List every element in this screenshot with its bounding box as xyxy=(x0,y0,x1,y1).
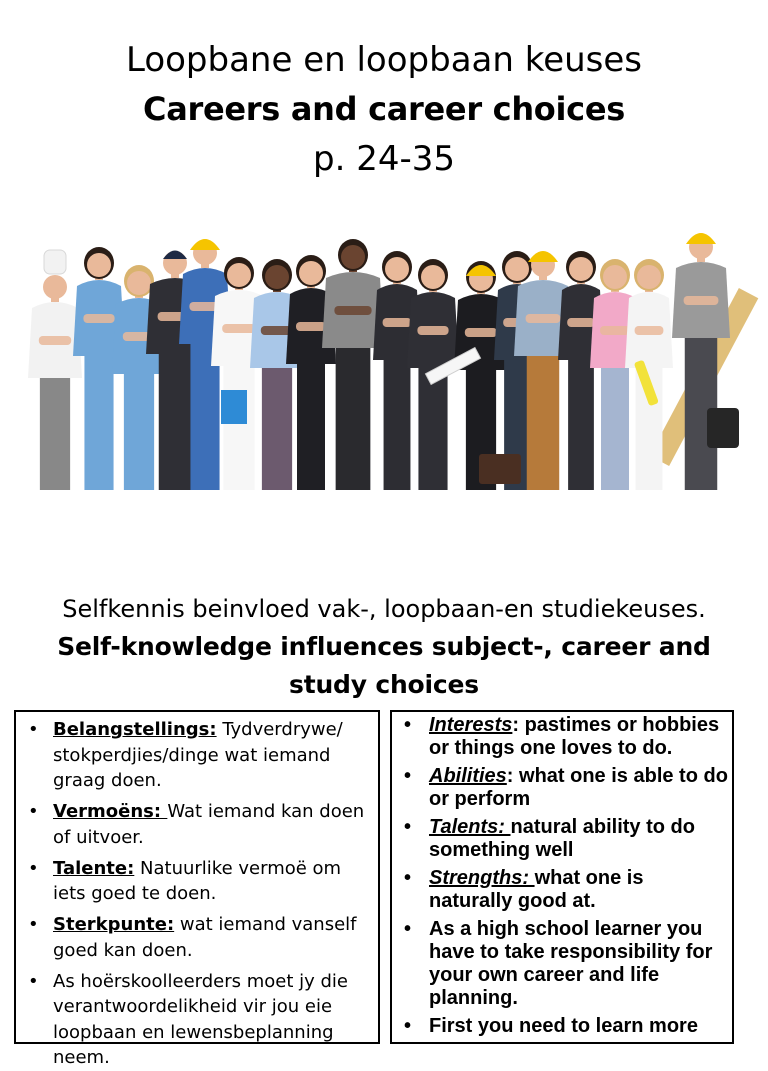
worker-legs xyxy=(262,368,292,490)
title-english: Careers and career choices xyxy=(143,90,625,128)
definition-text: Natuurlike vermoë om iets goed te doen. xyxy=(53,857,342,904)
worker-arms xyxy=(417,326,448,335)
blue-folder xyxy=(221,390,247,424)
worker-arms xyxy=(600,326,630,335)
worker-legs xyxy=(84,356,113,490)
worker-arms xyxy=(39,336,71,345)
title-block xyxy=(0,36,768,184)
afrikaans-definitions-box xyxy=(14,710,380,1068)
list-item xyxy=(16,799,378,850)
worker-arms xyxy=(334,306,371,315)
definition-text: what one is naturally good at. xyxy=(429,867,644,912)
briefcase xyxy=(479,454,521,484)
term-strengths: Strengths: xyxy=(429,867,535,889)
subtitle-english: Self-knowledge influences subject-, career and study choices xyxy=(57,632,711,699)
worker-arms xyxy=(567,318,595,327)
worker-head xyxy=(127,271,151,295)
worker-arms xyxy=(526,314,561,323)
list-item xyxy=(392,714,732,760)
worker-arms xyxy=(83,314,114,323)
worker-legs xyxy=(418,368,447,490)
worker-legs xyxy=(336,348,371,490)
chef-hat xyxy=(44,250,66,274)
worker-head xyxy=(385,257,409,281)
worker-arms xyxy=(222,324,256,333)
worker-head xyxy=(421,265,445,289)
group-of-workers-image xyxy=(33,232,747,490)
worker-head xyxy=(299,261,323,285)
worker-head xyxy=(569,257,593,281)
worker-legs xyxy=(297,364,325,490)
worker-legs xyxy=(527,356,559,490)
worker-legs xyxy=(40,378,70,490)
hard-hat xyxy=(190,239,220,250)
workers-illustration xyxy=(33,232,747,490)
list-item xyxy=(392,918,732,1010)
worker-head xyxy=(505,257,529,281)
definition-text: natural ability to do something well xyxy=(429,816,695,861)
title-afrikaans: Loopbane en loopbaan keuses xyxy=(125,40,643,80)
term-abilities: Abilities xyxy=(429,765,507,787)
worker-head xyxy=(43,275,67,299)
worker-legs xyxy=(223,366,254,490)
definition-text: : what one is able to do or perform xyxy=(429,765,728,810)
definition-text: : pastimes or hobbies or things one loves to do. xyxy=(429,714,720,759)
term-talente: Talente: xyxy=(53,857,135,879)
list-item xyxy=(16,912,378,963)
term-belangstellings: Belangstellings: xyxy=(53,719,217,740)
hard-hat xyxy=(528,251,558,262)
worker-arms xyxy=(635,326,664,335)
term-talents: Talents: xyxy=(429,816,511,838)
worker-arms xyxy=(465,328,497,337)
worker-legs xyxy=(568,360,594,490)
cap xyxy=(163,251,187,260)
tool-belt xyxy=(707,408,739,448)
list-item xyxy=(16,969,378,1071)
worker-legs xyxy=(159,354,191,490)
worker-arms xyxy=(383,318,412,327)
subtitle-afrikaans: Selfkennis beinvloed vak-, loopbaan-en studiekeuses. xyxy=(62,595,706,623)
term-sterkpunte: Sterkpunte: xyxy=(53,914,175,935)
worker-legs xyxy=(384,360,411,490)
list-item xyxy=(392,867,732,913)
definition-text: Tydverdrywe/ stokperdjies/dinge wat iemand graag doen. xyxy=(53,719,343,791)
page-range: p. 24-35 xyxy=(313,139,455,179)
responsibility-text: As a high school learner you have to take responsibility for your own career and life planning. xyxy=(429,918,713,1009)
worker-legs xyxy=(601,368,629,490)
list-item xyxy=(16,717,378,794)
responsibility-text: As hoërskoolleerders moet jy die verantwoordelikheid vir jou eie loopbaan en lewensbeplanning neem. xyxy=(53,970,349,1068)
worker-head xyxy=(603,265,627,289)
definition-text: wat iemand vanself goed kan doen. xyxy=(53,914,357,961)
worker-head xyxy=(637,265,661,289)
list-item xyxy=(392,765,732,811)
english-definitions-box xyxy=(390,710,734,1044)
term-interests: Interests xyxy=(429,714,513,736)
worker-head xyxy=(265,265,289,289)
list-item xyxy=(16,856,378,907)
next-step-text: First you need to learn more xyxy=(429,1015,698,1037)
hard-hat xyxy=(686,233,716,244)
worker-head xyxy=(87,253,111,277)
definition-text: Wat iemand kan doen of uitvoer. xyxy=(53,801,365,848)
worker-head xyxy=(341,245,365,269)
list-item xyxy=(392,816,732,862)
worker-legs xyxy=(124,374,154,490)
worker-head xyxy=(227,263,251,287)
term-vermoens: Vermoëns: xyxy=(53,801,168,822)
worker-arms xyxy=(296,322,326,331)
worker-arms xyxy=(684,296,719,305)
list-item xyxy=(392,1015,732,1038)
